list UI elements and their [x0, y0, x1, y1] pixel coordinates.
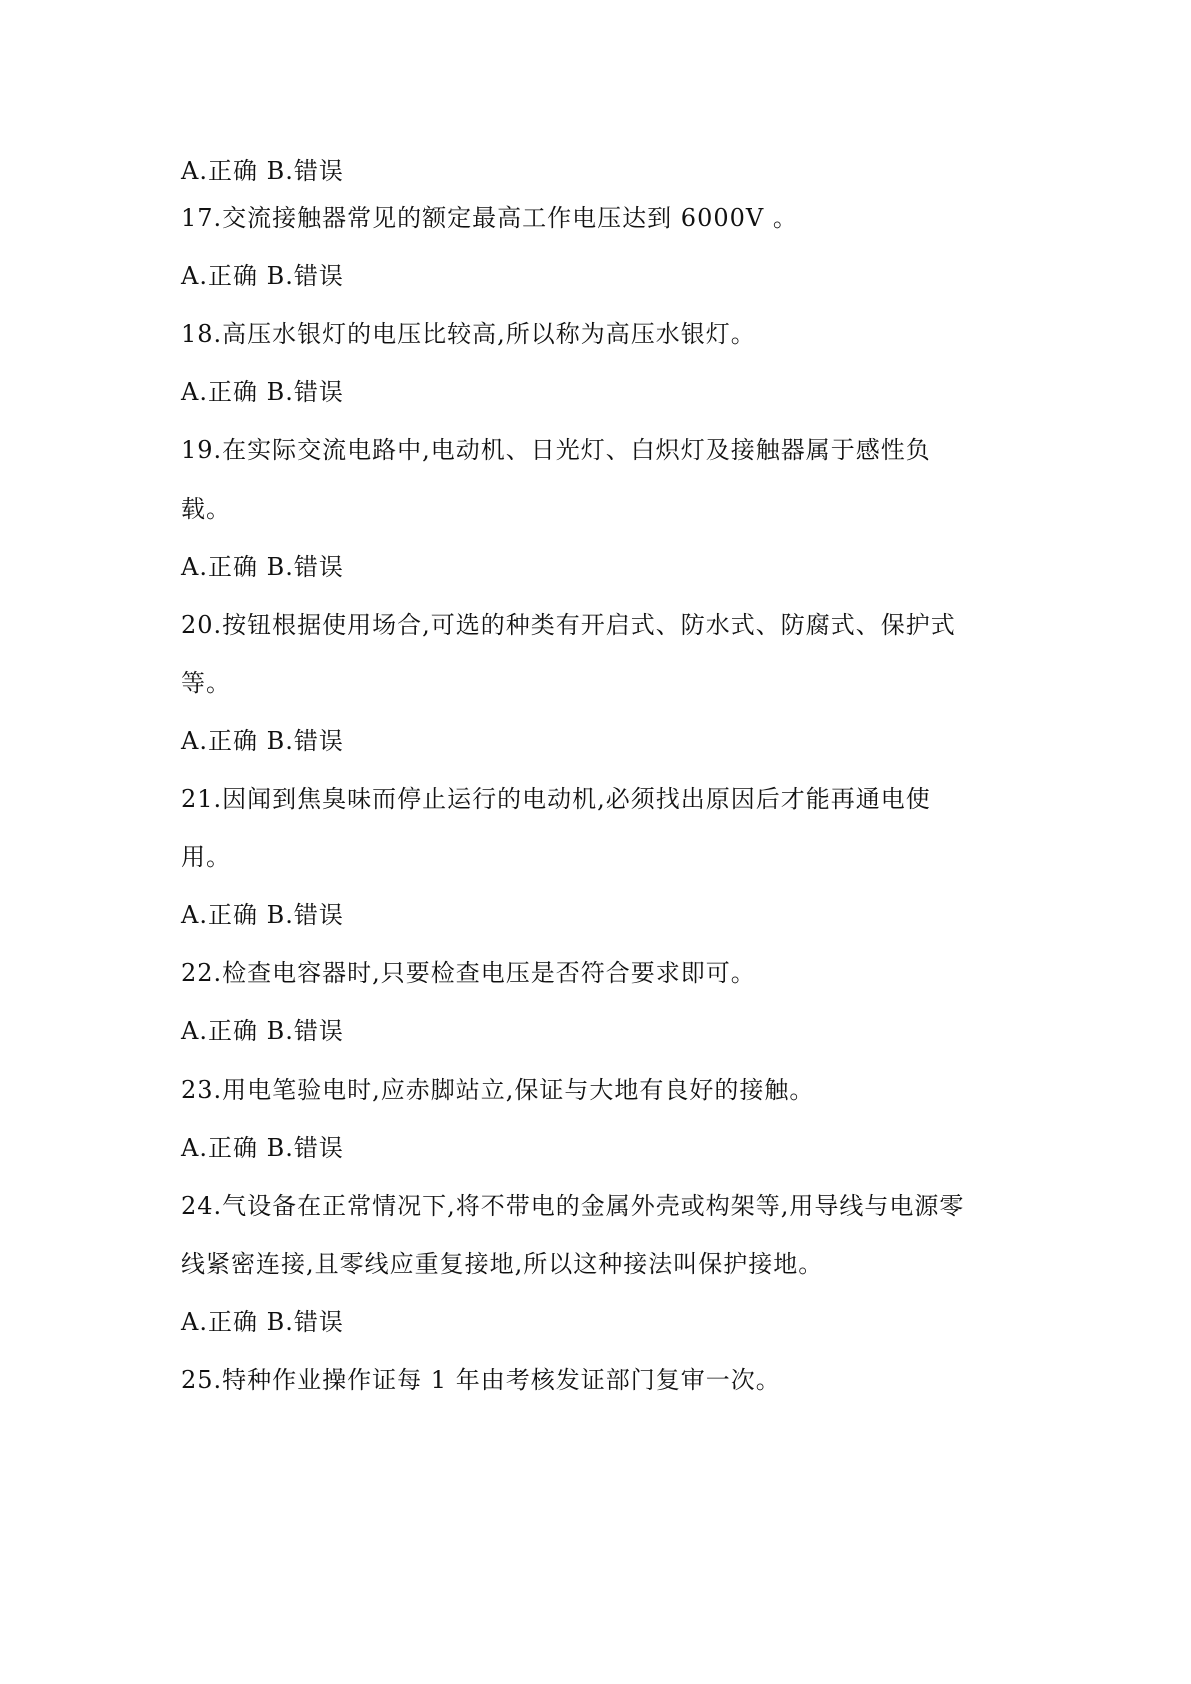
question-17: 17.交流接触器常见的额定最高工作电压达到 6000V 。 [181, 204, 798, 232]
question-19-line-1: 19.在实际交流电路中,电动机、日光灯、白炽灯及接触器属于感性负 [181, 436, 931, 464]
question-22: 22.检查电容器时,只要检查电压是否符合要求即可。 [181, 959, 756, 987]
answer-options-23: A.正确 B.错误 [181, 1134, 344, 1162]
answer-options-16: A.正确 B.错误 [181, 157, 344, 185]
question-18: 18.高压水银灯的电压比较高,所以称为高压水银灯。 [181, 320, 756, 348]
question-21-line-1: 21.因闻到焦臭味而停止运行的电动机,必须找出原因后才能再通电使 [181, 785, 931, 813]
answer-options-22: A.正确 B.错误 [181, 1017, 344, 1045]
answer-options-21: A.正确 B.错误 [181, 901, 344, 929]
question-24-line-2: 线紧密连接,且零线应重复接地,所以这种接法叫保护接地。 [181, 1250, 824, 1278]
answer-options-20: A.正确 B.错误 [181, 727, 344, 755]
question-25: 25.特种作业操作证每 1 年由考核发证部门复审一次。 [181, 1366, 781, 1394]
question-24-line-1: 24.气设备在正常情况下,将不带电的金属外壳或构架等,用导线与电源零 [181, 1192, 965, 1220]
question-19-line-2: 载。 [181, 495, 231, 523]
answer-options-17: A.正确 B.错误 [181, 262, 344, 290]
question-20-line-2: 等。 [181, 669, 231, 697]
question-23: 23.用电笔验电时,应赤脚站立,保证与大地有良好的接触。 [181, 1076, 815, 1104]
question-20-line-1: 20.按钮根据使用场合,可选的种类有开启式、防水式、防腐式、保护式 [181, 611, 956, 639]
question-21-line-2: 用。 [181, 843, 231, 871]
answer-options-18: A.正确 B.错误 [181, 378, 344, 406]
answer-options-19: A.正确 B.错误 [181, 553, 344, 581]
answer-options-24: A.正确 B.错误 [181, 1308, 344, 1336]
